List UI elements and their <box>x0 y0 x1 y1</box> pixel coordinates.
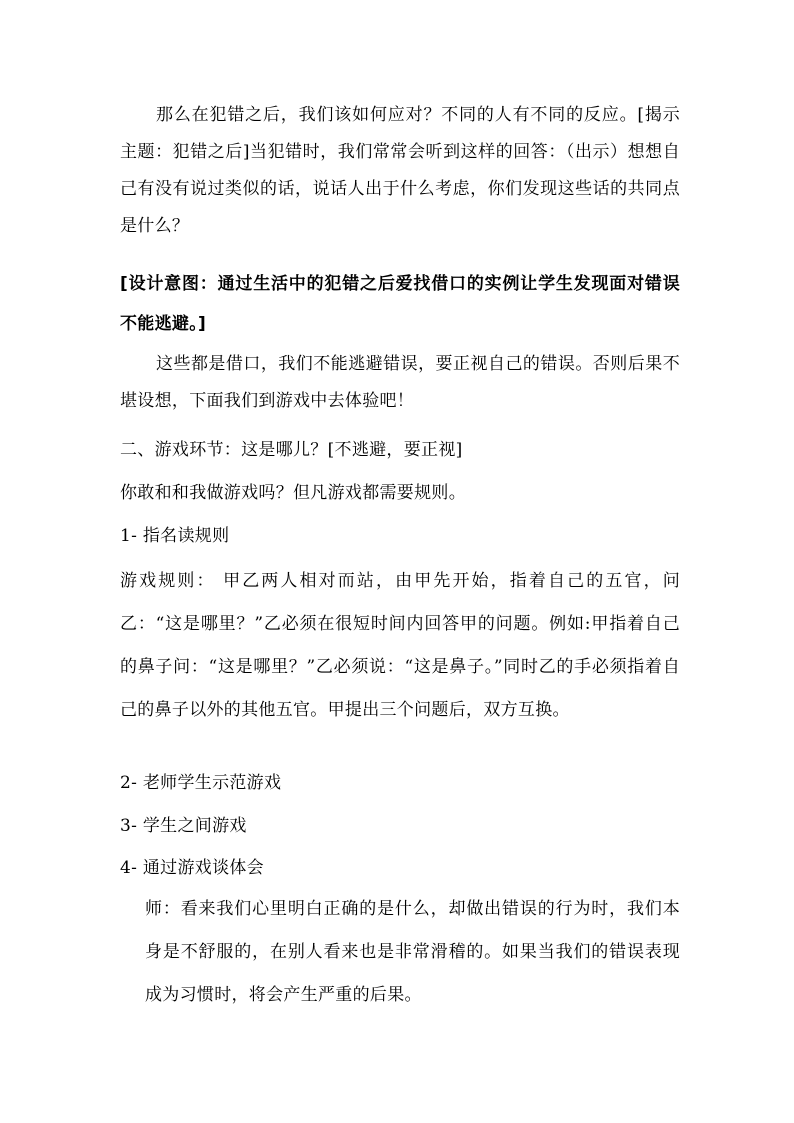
step-item-1: 1- 指名读规则 <box>120 526 230 546</box>
step-item-2: 2- 老师学生示范游戏 <box>120 773 282 793</box>
step-item-3: 3- 学生之间游戏 <box>120 816 247 836</box>
section-heading-game: 二、游戏环节：这是哪儿？[不逃避，要正视] <box>120 440 463 460</box>
paragraph-intro: 那么在犯错之后，我们该如何应对？不同的人有不同的反应。[揭示主题：犯错之后]当犯错时，我们常常会听到这样的回答：（出示）想想自己有没有说过类似的话，说话人出于什么考虑，你们发现这些话的共同点是什么？ <box>120 105 680 236</box>
game-rules-paragraph: 游戏规则： 甲乙两人相对而站，由甲先开始，指着自己的五官，问乙：“这是哪里？”乙必须在很短时间内回答甲的问题。例如:甲指着自己的鼻子问：“这是哪里？”乙必须说：“这是鼻子。”同时乙的手必须指着自己的鼻子以外的其他五官。甲提出三个问题后，双方互换。 <box>120 571 680 720</box>
paragraph-game-intro: 你敢和和我做游戏吗？但凡游戏都需要规则。 <box>120 483 466 503</box>
step-item-4: 4- 通过游戏谈体会 <box>120 858 264 878</box>
design-intent-note: [设计意图：通过生活中的犯错之后爱找借口的实例让学生发现面对错误不能逃避。] <box>120 274 680 334</box>
teacher-remark-paragraph: 师：看来我们心里明白正确的是什么，却做出错误的行为时，我们本身是不舒服的，在别人看来也是非常滑稽的。如果当我们的错误表现成为习惯时，将会产生严重的后果。 <box>145 899 680 1005</box>
paragraph-excuses: 这些都是借口，我们不能逃避错误，要正视自己的错误。否则后果不堪设想，下面我们到游戏中去体验吧！ <box>120 354 680 411</box>
